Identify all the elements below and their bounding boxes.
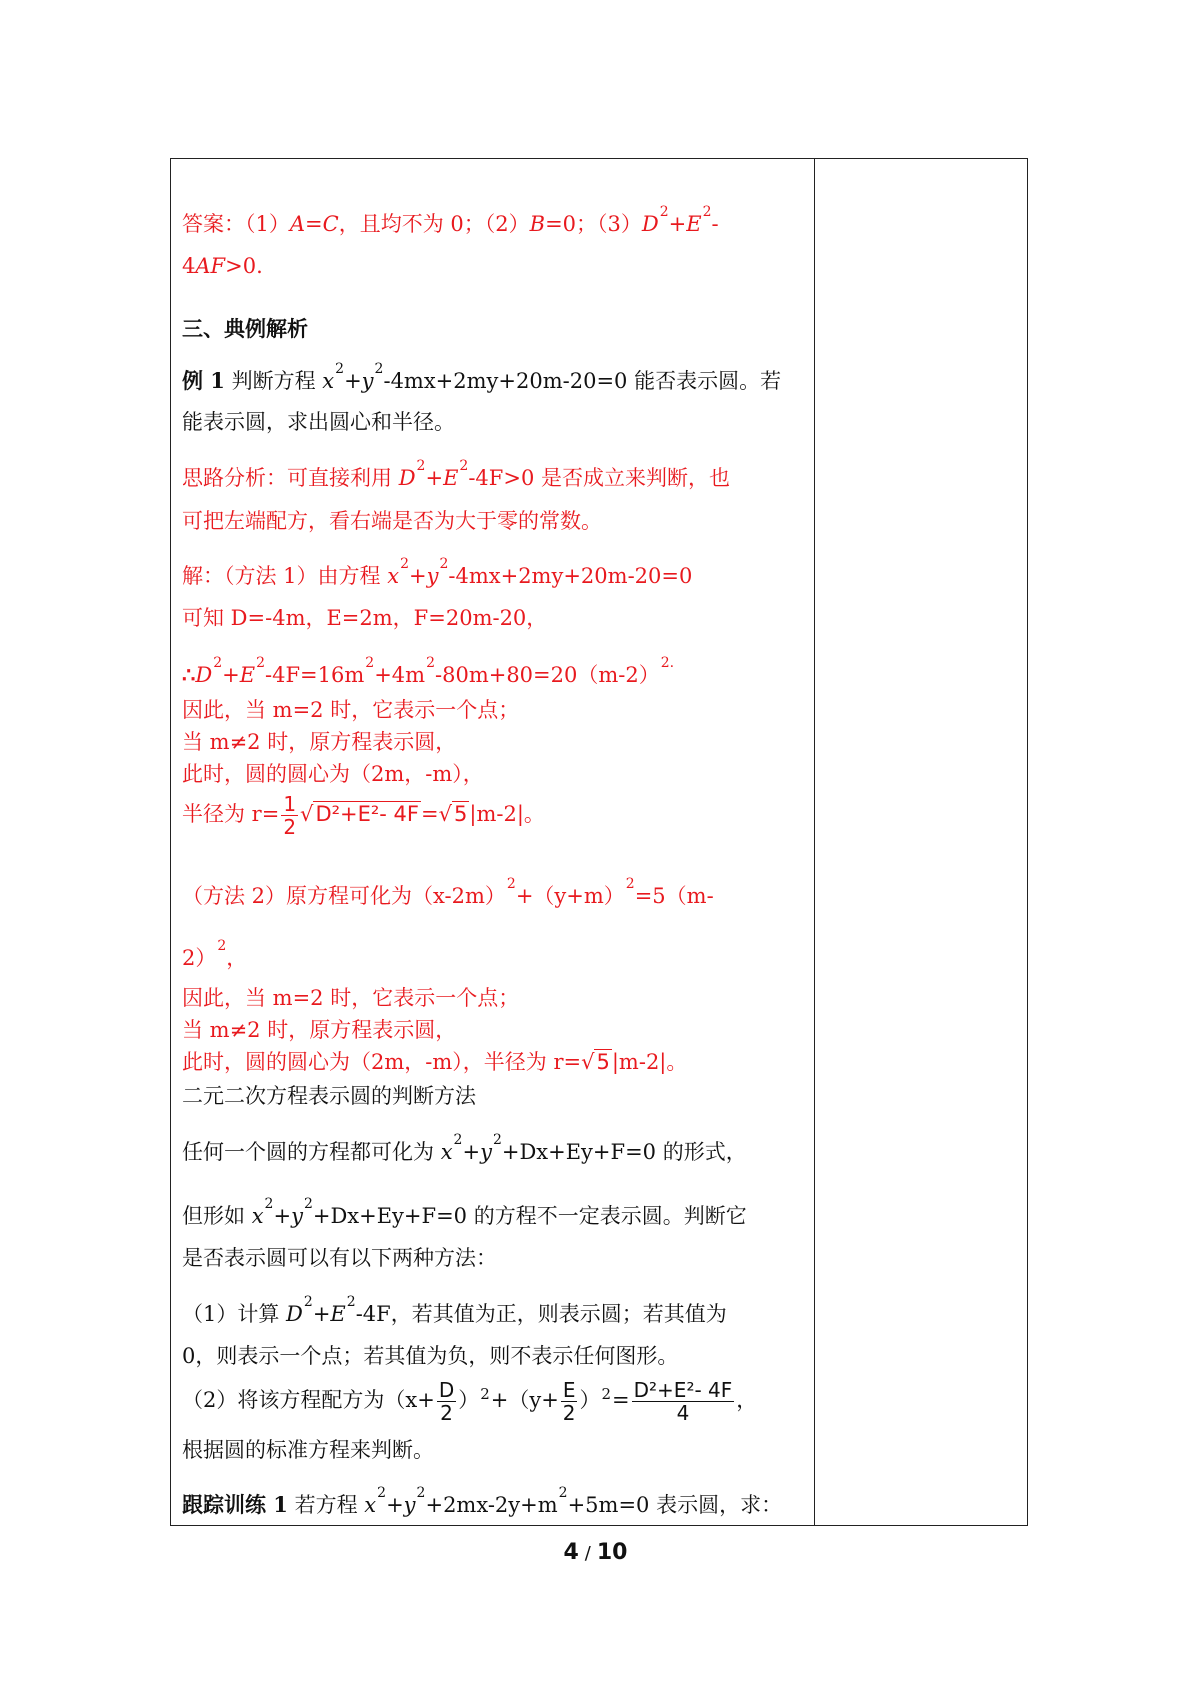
answer-line-2: 4AF>0. [182,254,263,278]
fraction-one-half: $\frac{1}{2}$ [283,791,297,839]
solution-line-6: 此时，圆的圆心为（2m，-m）， [182,762,484,786]
practice-line: 跟踪训练 1 若方程 $x^2+y^2+2mx-2y+m^2+5m=0$ 表示圆，求： [182,1485,783,1517]
answer-line-1: 答案：（1）A=C，且均不为 0；（2）B=0；$(3)D^2+E^2-$ [182,204,719,236]
example-1-line-2: 能表示圆，求出圆心和半径。 [182,410,455,434]
method-para-6: （2）将该方程配方为（x+ $\frac{D}{2}$ ）$^2$+（y+ $\frac{E}{2}$ ）$^2$= $\frac{\text{D²+E²- 4F}}{4}$ ， [182,1377,758,1425]
method-para-1: 任何一个圆的方程都可化为 $x^2+y^2+Dx+Ey+F=0$ 的形式， [182,1132,747,1164]
method-para-4: （1）计算 $D^2+E^2-4F$，若其值为正，则表示圆；若其值为 [182,1294,727,1326]
method-para-2: 但形如 $x^2+y^2+Dx+Ey+F=0$ 的方程不一定表示圆。判断它 [182,1196,747,1228]
method-para-3: 是否表示圆可以有以下两种方法： [182,1246,497,1270]
solution-line-3: $\therefore D^2+E^2-4F=16m^2+4m^2-80m+80=20(m-2)^{2.}$ [182,655,675,687]
solution-line-7-radius: 半径为 r= $\frac{1}{2}$ √D²+E²- 4F=√5|m-2|。 [182,791,545,839]
solution-line-2: 可知 D=-4m，E=2m，F=20m-20， [182,606,548,630]
solution-line-4: 因此，当 m=2 时，它表示一个点； [182,698,520,722]
example-1-line-1: 例 1 判断方程 $x^2+y^2-4mx+2my+20m-20=0$ 能否表示圆。若 [182,361,782,393]
section-title: 三、典例解析 [182,316,308,341]
fraction-radius-squared: $\frac{\text{D²+E²- 4F}}{4}$ [633,1377,733,1425]
analysis-line-1: 思路分析：可直接利用 $D^2+E^2-4F>0$ 是否成立来判断，也 [182,458,730,490]
method-2-line-5: 此时，圆的圆心为（2m，-m），半径为 r=√5|m-2|。 [182,1050,688,1074]
analysis-line-2: 可把左端配方，看右端是否为大于零的常数。 [182,509,602,533]
method-title: 二元二次方程表示圆的判断方法 [182,1084,476,1108]
method-para-7: 根据圆的标准方程来判断。 [182,1438,434,1462]
table-column-divider [814,158,815,1526]
method-2-line-3: 因此，当 m=2 时，它表示一个点； [182,986,520,1010]
method-2-line-4: 当 m≠2 时，原方程表示圆， [182,1018,457,1042]
method-2-line-2: 2）$^2$， [182,938,248,970]
page-number: 4 / 10 [563,1540,628,1565]
method-para-5: 0，则表示一个点；若其值为负，则不表示任何图形。 [182,1344,679,1368]
method-2-line-1: （方法 2）原方程可化为$(x-2m)^2+(y+m)^2=5(m-$ [182,876,714,908]
sqrt-expression: √D²+E²- 4F [300,802,420,826]
solution-line-5: 当 m≠2 时，原方程表示圆， [182,730,457,754]
solution-line-1: 解：（方法 1）由方程 $x^2+y^2-4mx+2my+20m-20=0$ [182,556,693,588]
